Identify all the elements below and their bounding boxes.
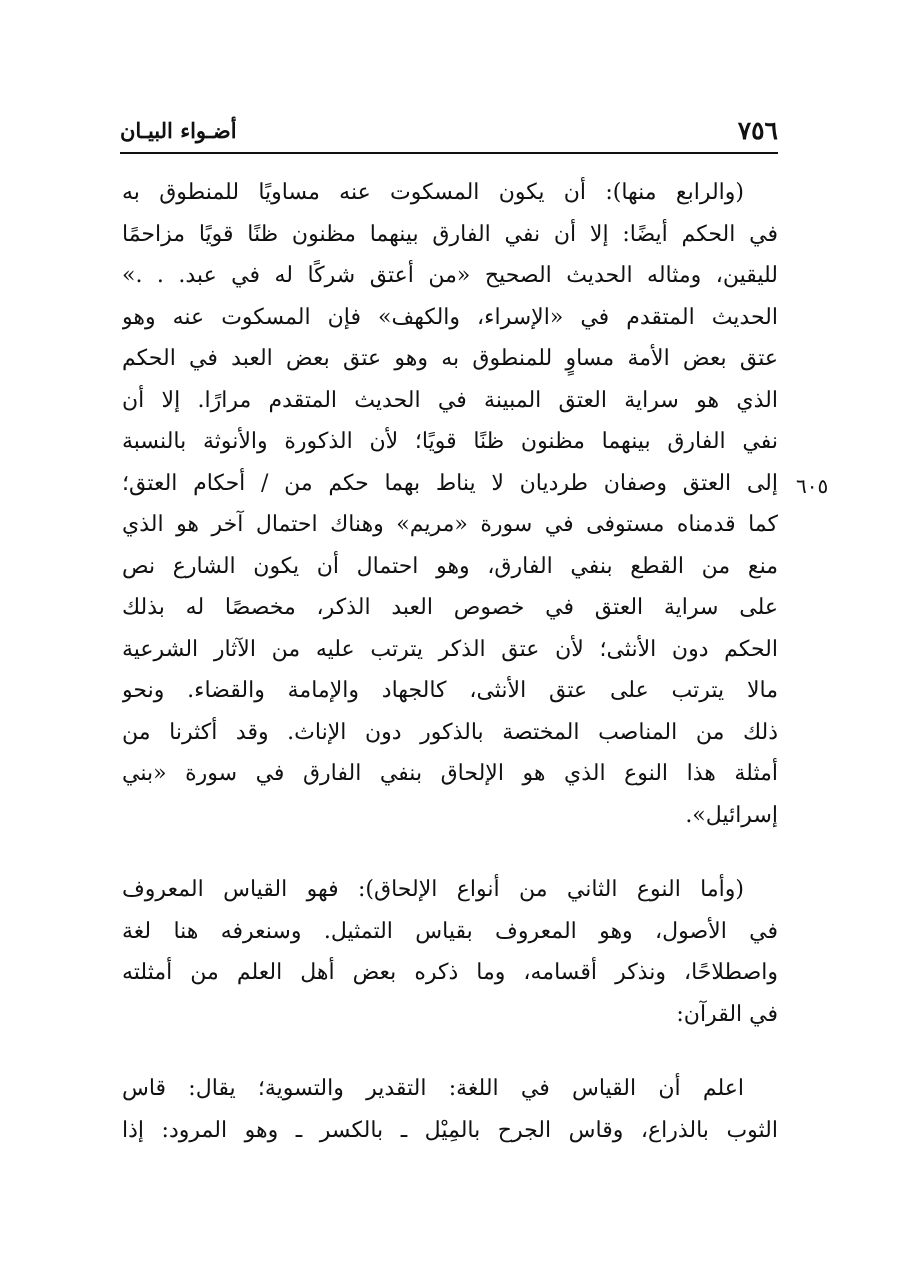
- text-line: منع من القطع بنفي الفارق، وهو احتمال أن يكون الشارع نص: [122, 553, 778, 579]
- text-line: كما قدمناه مستوفى في سورة «مريم» وهناك احتمال آخر هو الذي: [122, 512, 778, 537]
- text-line: الحكم دون الأنثى؛ لأن عتق الذكر يترتب عليه من الآثار الشرعية: [122, 636, 778, 662]
- page-header: [120, 112, 778, 154]
- text-line: ذلك من المناصب المختصة بالذكور دون الإناث. وقد أكثرنا من: [122, 719, 778, 745]
- text-line: إلى العتق وصفان طرديان لا يناط بهما حكم من / أحكام العتق؛: [122, 470, 778, 496]
- text-line: في الحكم أيضًا: إلا أن نفي الفارق بينهما مظنون ظنًا قويًا مزاحمًا: [122, 221, 778, 247]
- margin-page-reference: ٦٠٥: [796, 474, 829, 498]
- paragraph-gap: [122, 1035, 778, 1068]
- book-title: أضـواء البيـان: [120, 118, 237, 143]
- text-line: على سراية العتق في خصوص العبد الذكر، مخصصًا له بذلك: [122, 595, 778, 620]
- text-line: أمثلة هذا النوع الذي هو الإلحاق بنفي الفارق في سورة «بني: [122, 761, 778, 786]
- paragraph-1: [122, 172, 778, 836]
- text-line: عتق بعض الأمة مساوٍ للمنطوق به وهو عتق بعض العبد في الحكم: [122, 346, 778, 371]
- paragraph-gap: [122, 836, 778, 869]
- text-line: واصطلاحًا، ونذكر أقسامه، وما ذكره بعض أهل العلم من أمثلته: [122, 960, 778, 985]
- body-text: [122, 172, 778, 1151]
- text-line: مالا يترتب على عتق الأنثى، كالجهاد والإمامة والقضاء. ونحو: [122, 678, 778, 703]
- text-line: الحديث المتقدم في «الإسراء، والكهف» فإن المسكوت عنه وهو: [122, 304, 778, 330]
- text-line: في الأصول، وهو المعروف بقياس التمثيل. وسنعرفه هنا لغة: [122, 918, 778, 944]
- text-line: لليقين، ومثاله الحديث الصحيح «من أعتق شركًا له في عبد. . .»: [122, 263, 778, 288]
- paragraph-2: [122, 869, 778, 1035]
- text-line: الثوب بالذراع، وقاس الجرح بالمِيْل ـ بالكسر ـ وهو المرود: إذا: [122, 1117, 778, 1143]
- text-line: (وأما النوع الثاني من أنواع الإلحاق): فهو القياس المعروف: [122, 877, 744, 902]
- text-line: نفي الفارق بينهما مظنون ظنًا قويًا؛ لأن الذكورة والأنوثة بالنسبة: [122, 429, 778, 454]
- text-line: إسرائيل».: [685, 802, 778, 828]
- paragraph-3: [122, 1068, 778, 1151]
- text-line: الذي هو سراية العتق المبينة في الحديث المتقدم مرارًا. إلا أن: [122, 387, 778, 413]
- text-line: في القرآن:: [676, 1001, 778, 1027]
- text-line: (والرابع منها): أن يكون المسكوت عنه مساويًا للمنطوق به: [122, 180, 744, 205]
- page-number: ٧٥٦: [737, 116, 778, 145]
- text-line: اعلم أن القياس في اللغة: التقدير والتسوية؛ يقال: قاس: [122, 1076, 744, 1101]
